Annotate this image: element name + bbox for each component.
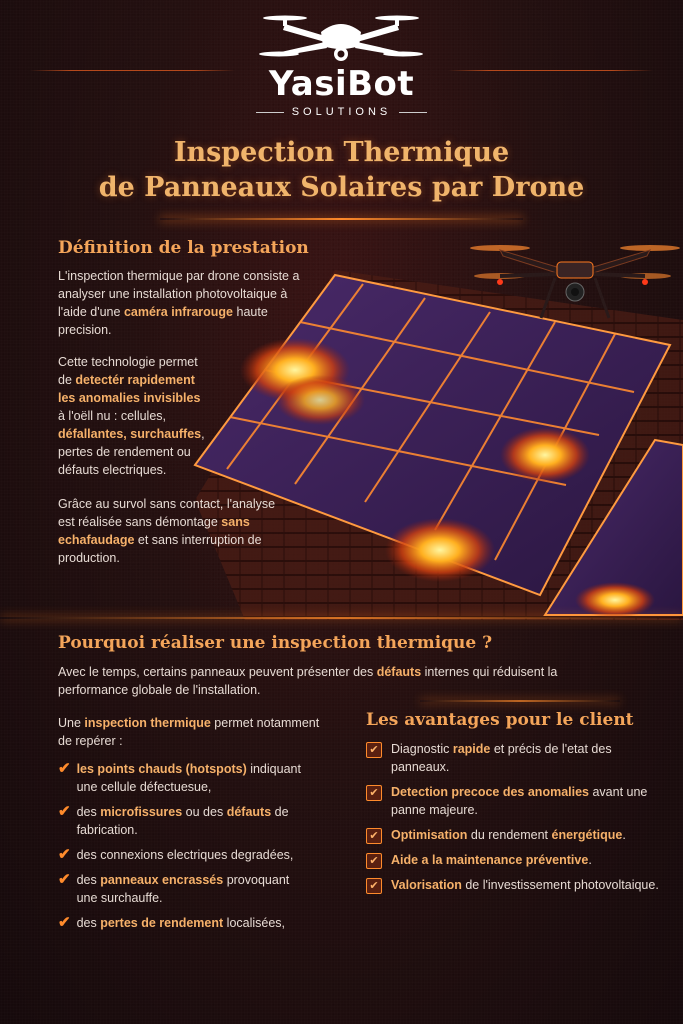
text-run: . bbox=[622, 828, 626, 842]
text-run: , pertes de rendement ou défauts electriques. bbox=[58, 427, 205, 477]
detect-list bbox=[58, 760, 348, 932]
highlight-text: défauts bbox=[376, 665, 422, 679]
text-run: Avec le temps, certains panneaux peuvent présenter des bbox=[58, 665, 377, 679]
advantage-list-item bbox=[366, 851, 666, 869]
text-run: Une bbox=[58, 716, 85, 730]
highlight-text: sans echafaudage bbox=[58, 515, 250, 547]
drone-logo-icon bbox=[255, 10, 427, 72]
small-divider bbox=[420, 700, 620, 702]
highlight-text: Valorisation bbox=[391, 878, 462, 892]
brand-name: YasiBot bbox=[268, 64, 415, 104]
definition-section bbox=[58, 238, 318, 567]
divider-right bbox=[448, 70, 653, 71]
highlight-text: les points chauds (hotspots) bbox=[76, 762, 247, 776]
text-run: des bbox=[76, 873, 101, 887]
definition-paragraph-1 bbox=[58, 267, 308, 339]
text-run: provoquant une surchauffe. bbox=[76, 873, 290, 905]
highlight-text: microfissures bbox=[100, 805, 183, 819]
text-run: localisées, bbox=[223, 916, 286, 930]
highlight-text: caméra infrarouge bbox=[123, 305, 234, 319]
highlight-text: Aide a la maintenance préventive bbox=[391, 853, 589, 867]
text-run: permet notamment de repérer : bbox=[58, 716, 320, 748]
text-run: des bbox=[76, 805, 101, 819]
detect-list-item bbox=[58, 803, 348, 839]
advantage-item-text bbox=[391, 876, 661, 894]
checkbox-icon: ✔ bbox=[366, 742, 382, 758]
highlight-text: detectér rapidement les anomalies invisibles bbox=[58, 373, 201, 405]
advantage-item-text bbox=[391, 851, 661, 869]
highlight-text: pertes de rendement bbox=[100, 916, 224, 930]
why-intro bbox=[58, 663, 578, 699]
highlight-text: défauts bbox=[226, 805, 272, 819]
text-run: de fabrication. bbox=[76, 805, 289, 837]
detect-item-text bbox=[77, 803, 312, 839]
brand-subtitle: SOLUTIONS bbox=[0, 106, 683, 118]
text-run: des connexions electriques degradées, bbox=[76, 848, 294, 862]
text-run: et sans interruption de production. bbox=[58, 533, 262, 565]
text-run: internes qui réduisent la performance globale de l'installation. bbox=[58, 665, 558, 697]
text-run: Diagnostic bbox=[391, 742, 453, 756]
advantage-list-item bbox=[366, 876, 666, 894]
advantages-section bbox=[366, 710, 666, 901]
text-run: à l'oëll nu : cellules, bbox=[58, 409, 167, 423]
section-divider bbox=[0, 617, 683, 619]
detect-list-item bbox=[58, 846, 348, 864]
why-section bbox=[58, 633, 638, 699]
title-underline bbox=[160, 218, 523, 220]
checkmark-icon: ✔ bbox=[58, 803, 71, 820]
checkbox-icon: ✔ bbox=[366, 878, 382, 894]
text-run: Grâce au survol sans contact, l'analyse est réalisée sans démontage bbox=[58, 497, 276, 529]
page-title-line2: de Panneaux Solaires par Drone bbox=[98, 172, 585, 203]
checkmark-icon: ✔ bbox=[58, 871, 71, 888]
highlight-text: défallantes, surchauffes bbox=[58, 427, 202, 441]
detect-lead bbox=[58, 714, 328, 750]
advantages-list bbox=[366, 740, 666, 894]
checkbox-icon: ✔ bbox=[366, 828, 382, 844]
detect-item-text bbox=[77, 871, 312, 907]
detect-list-section bbox=[58, 714, 348, 939]
checkbox-icon: ✔ bbox=[366, 785, 382, 801]
text-run: Cette technologie permet de bbox=[58, 355, 198, 387]
text-run: des bbox=[76, 916, 101, 930]
highlight-text: rapide bbox=[452, 742, 491, 756]
highlight-text: Optimisation bbox=[391, 828, 468, 842]
advantage-item-text bbox=[391, 783, 661, 819]
advantage-item-text bbox=[391, 740, 661, 776]
detect-list-item bbox=[58, 871, 348, 907]
checkmark-icon: ✔ bbox=[58, 846, 71, 863]
text-run: avant une panne majeure. bbox=[391, 785, 648, 817]
text-run: ou des bbox=[182, 805, 227, 819]
text-run: . bbox=[588, 853, 592, 867]
text-run: indiquant une cellule défectuesue, bbox=[76, 762, 301, 794]
definition-paragraph-3 bbox=[58, 495, 293, 567]
divider-left bbox=[30, 70, 235, 71]
text-run: de l'investissement photovoltaique. bbox=[461, 878, 659, 892]
text-run: L'inspection thermique par drone consiste a analyser une installation photovoltaique à l'aide d'une bbox=[58, 269, 300, 319]
checkbox-icon: ✔ bbox=[366, 853, 382, 869]
page-title-line1: Inspection Thermique bbox=[173, 137, 510, 168]
checkmark-icon: ✔ bbox=[58, 760, 71, 777]
definition-paragraph-2 bbox=[58, 353, 208, 479]
detect-list-item bbox=[58, 760, 348, 796]
definition-heading: Définition de la prestation bbox=[58, 238, 309, 258]
why-heading: Pourquoi réaliser une inspection thermique ? bbox=[58, 633, 493, 653]
advantages-heading: Les avantages pour le client bbox=[366, 710, 634, 730]
advantage-list-item bbox=[366, 826, 666, 844]
highlight-text: panneaux encrassés bbox=[100, 873, 224, 887]
text-run: du rendement bbox=[467, 828, 552, 842]
highlight-text: inspection thermique bbox=[84, 716, 211, 730]
detect-item-text bbox=[77, 914, 312, 932]
detect-item-text bbox=[77, 760, 312, 796]
checkmark-icon: ✔ bbox=[58, 914, 71, 931]
advantage-list-item bbox=[366, 740, 666, 776]
advantage-list-item bbox=[366, 783, 666, 819]
text-run: haute precision. bbox=[58, 305, 268, 337]
detect-list-item bbox=[58, 914, 348, 932]
highlight-text: énergétique bbox=[551, 828, 623, 842]
highlight-text: Detection precoce des anomalies bbox=[391, 785, 589, 799]
text-run: et précis de l'etat des panneaux. bbox=[391, 742, 612, 774]
detect-item-text bbox=[77, 846, 312, 864]
advantage-item-text bbox=[391, 826, 661, 844]
